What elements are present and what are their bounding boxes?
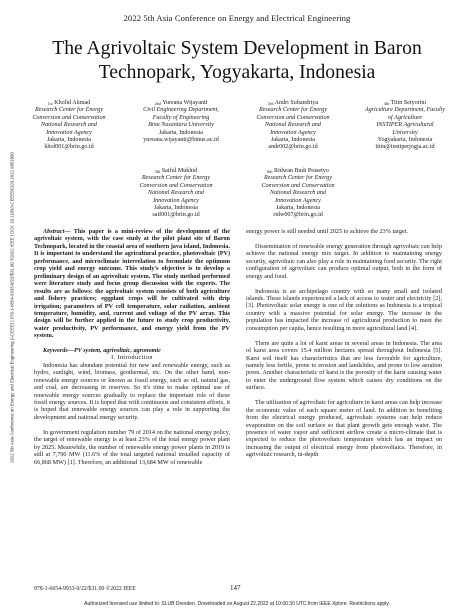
paragraph: There are quite a lot of karst areas in several areas in Indonesia. The area of karst area covers 15.4 million hectares spread throughout Indonesia [5]. Karst soil itself has characteristics that are less favorable for agriculture, namely less fertile, prone to erosion and landslides, and prone to low aeration pores. Another characteristic of karst is the porosity of the karst causing water to enter the underground flow system which causes dry conditions on the surface. — [246, 339, 442, 392]
keywords: Keywords—PV system, agrivoltaic, agronomic — [43, 346, 161, 354]
author-name: $^{1st}$ Kholid Ahmad — [47, 100, 91, 106]
paragraph: Dissemination of renewable energy generation through agrivoltaic can help achieve the national energy mix target. In addition to maintaining energy security, agrivoltaic can also play a role in maintaining food security. The right configuration of agrivoltaic can produce optimal output, both in the form of energy and food. — [246, 242, 442, 280]
license-note: Authorized licensed use limited to: SLUB Dresden. Downloaded on August 22,2022 at 10:00:30 UTC from IEEE Xplore. Restrictions apply. — [84, 601, 390, 607]
section-heading: I. Introduction — [111, 354, 153, 362]
author-block-4: $^{4th}$ Titin Setyorini Agriculture Department, Faculty of Agriculture INSTIPER Agricultural University Yogyakarta, Indonesia titin@instiperjogja.ac.id — [352, 100, 458, 152]
doi-sidebar: 2022 5th Asia Conference on Energy and Electrical Engineering (ACEEE) | 978-1-6654-9933-0/22/$31.00 ©2022 IEEE | DOI: 10.1109/ACEEE56193.2022.9851860 — [9, 152, 15, 463]
author-block-2: $^{2nd}$ Yureana Wijayanti Civil Engineering Department, Faculty of Engineering Bina Nusantara University Jakarta, Indonesia yureana.wijayanti@binus.ac.id — [129, 100, 233, 144]
paragraph: energy power is still needed until 2025 to achieve the 23% target. — [246, 228, 408, 235]
author-name: $^{5th}$ Saiful Mukhid — [154, 168, 198, 174]
author-email[interactable]: andr002@brin.go.id — [268, 144, 318, 151]
conference-header: 2022 5th Asia Conference on Energy and Electrical Engineering — [123, 13, 351, 23]
right-column — [246, 228, 442, 459]
page-number: 147 — [230, 584, 241, 592]
author-email[interactable]: saif001@brin.go.id — [152, 212, 200, 219]
abstract-label: Abstract — [43, 228, 65, 235]
title-line-1: The Agrivoltaic System Development in Baron — [52, 38, 422, 59]
paragraph: Indonesia has abundant potential for new and renewable energy, such as hydro, sunlight, wind, biomass, geothermal, etc. On the other hand, non-renewable energy sources or known as fossil energy, such as oil, natural gas, and coal, are decreasing in reserves. So it's time to make optimal use of renewable energy sources gradually to replace the important role of these fossil energy sources. It is hoped that with continuous and consistent efforts, it is hoped that renewable energy sources can play a role in supporting the development and national energy security. — [34, 361, 230, 421]
author-name: $^{4th}$ Titin Setyorini — [383, 100, 427, 106]
copyright-line: 978-1-6654-9933-0/22/$31.00 ©2022 IEEE — [34, 586, 136, 592]
author-block-3: $^{3rd}$ Andri Subandriya Research Center for Energy Conversion and Conservation National Research and Innovation Agency Jakarta, Indonesia andr002@brin.go.id — [241, 100, 345, 152]
paragraph: Indonesia is an archipelago country with so many small and isolated islands. These islands experienced a lack of access to water and electricity [2], [3]. Photovoltaic solar energy is one of the solutions as Indonesia is a tropical country with a massive potential for solar energy. The increase in the population has impacted the increase of agricultural production to meet the consumption per capita, hence resulting in more agricultural land [4]. — [246, 287, 442, 332]
author-name: $^{3rd}$ Andri Subandriya — [267, 100, 319, 106]
author-block-6: $^{6th}$ Ridwan Budi Prasetyo Research Center for Energy Conversion and Conservation National Research and Innovation Agency Jakarta, Indonesia ridw007@brin.go.id — [246, 168, 350, 220]
abstract — [34, 228, 230, 340]
paper-title — [20, 37, 454, 84]
author-block-1: $^{1st}$ Kholid Ahmad Research Center for Energy Conversion and Conservation National Research and Innovation Agency Jakarta, Indonesia khol001@brin.go.id — [17, 100, 121, 152]
left-column — [34, 228, 230, 466]
title-line-2: Technopark, Yogyakarta, Indonesia — [98, 61, 376, 83]
author-name: $^{2nd}$ Yureana Wijayanti — [154, 100, 208, 106]
author-email[interactable]: titin@instiperjogja.ac.id — [375, 144, 435, 151]
author-name: $^{6th}$ Ridwan Budi Prasetyo — [267, 168, 329, 174]
abstract-text: — This paper is a mini-review of the development of the agrivoltaic system, with the case study at the pilot plant site of Baron Technopark, located in the coastal area of southern java island, Indonesia. It is important to understand the agricultural practice, photovoltaic (PV) performance, and microclimate interrelation to formulate the optimum crop yield and energy outcome. This study's objective is to develop a preliminary design of an agrivoltaic system. The study method performed were literature study and focus group discussion with the experts. The results are as follows: the agrivoltaic system consists of both agriculture and fishery practices; eggplant crops will be cultivated with drip irrigation; parameters of PV cell temperature, solar radiation, ambient temperature, humidity, and, current and voltage of the PV array. This design will be further applied in the future to study crop productivity, water productivity, PV performance, and energy yield from the PV system. — [34, 228, 230, 340]
paragraph: The utilization of agrivoltaic for agriculture in karst areas can help increase the economic value of each square meter of land. In addition to benefiting from the electrical energy produced, agrivoltaic systems can help reduce evaporation on the soil surface so that plant growth gets enough water. The presence of water vapor and sufficient airflow create a micro-climate that is expected to reduce the photovoltaic temperature which has an impact on increasing the output of electrical energy from photovoltaics. Therefore, in agrivoltaic research, in-depth — [246, 399, 442, 459]
author-email[interactable]: khol001@brin.go.id — [44, 144, 94, 151]
author-block-5: $^{5th}$ Saiful Mukhid Research Center for Energy Conversion and Conservation National Research and Innovation Agency Jakarta, Indonesia saif001@brin.go.id — [124, 168, 228, 220]
author-email[interactable]: yureana.wijayanti@binus.ac.id — [143, 137, 219, 144]
author-email[interactable]: ridw007@brin.go.id — [273, 212, 323, 219]
paragraph: In government regulation number 79 of 2014 on the national energy policy, the target of renewable energy is at least 23% of the total energy power plant by 2025. Meanwhile, the number of renewable energy power plants in 2019 is still at 7,790 MW (11.6% of the total targeted national installed capacity of 66,868 MW) [1]. Therefore, an additional 13,684 MW of renewable — [34, 428, 230, 466]
